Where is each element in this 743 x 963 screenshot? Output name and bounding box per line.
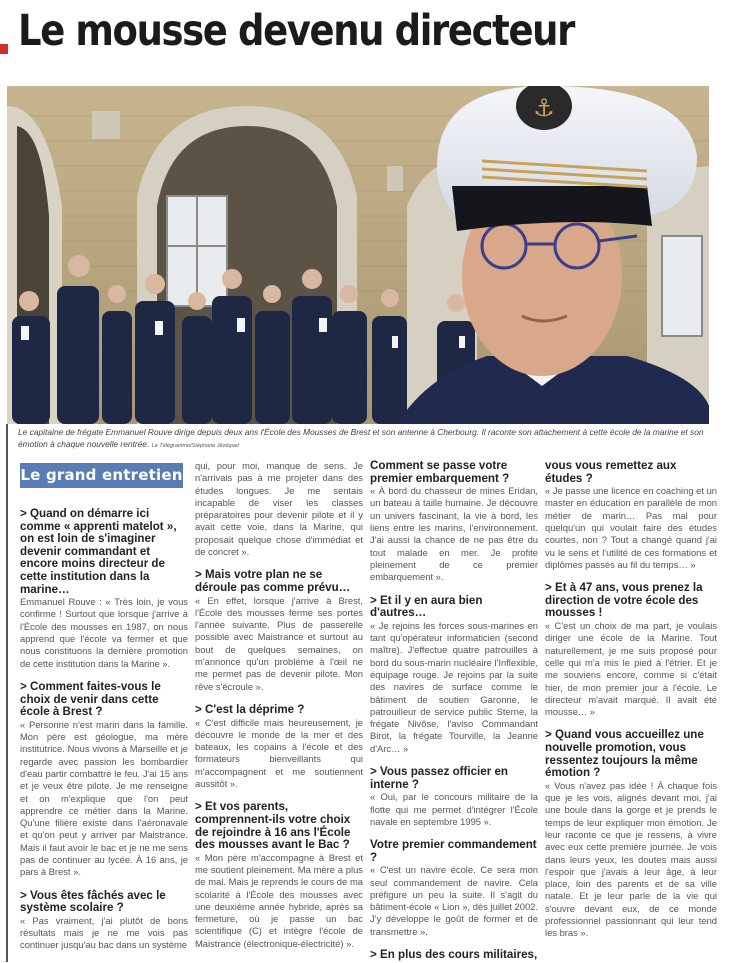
- article-photo: [7, 86, 709, 424]
- interview-question: > Quand vous accueillez une nouvelle promotion, vous ressentez toujours la même émotion ?: [545, 728, 704, 780]
- interview-question: > Mais votre plan ne se déroule pas comme prévu…: [195, 568, 351, 594]
- article-title: Le mousse devenu directeur: [18, 6, 574, 56]
- interview-answer: « Mon père m'accompagne à Brest et me soutient pleinement. Ma mère a plus de mal. Mais je reprends le cours de ma scolarité à l'École des mousses avec une deuxième année hybride, après sa fermeture, où je passe un bac scientifique (C) et intègre l'école de Maistrance (électronique-électricité) ».: [195, 851, 363, 949]
- interview-answer: « C'est un choix de ma part, je voulais diriger une école de la Marine. Tout naturellement, je me suis proposé pour celle qui m'a mis le pied à l'étrier. Et je me souviens encore, comme si c'était hier, de mon premier jour à l'école. Le directeur m'avait marqué. Il avait été mousse… »: [545, 620, 717, 718]
- interview-answer: « Vous n'avez pas idée ! À chaque fois que je les vois, alignés devant moi, j'ai une boule dans la gorge et je prends le temps de leur expliquer mon émotion. Je leur raconte ce que je ressens, à vivre avec eux cette première journée. Je vois dans leurs yeux, les doutes mais aussi l'espoir que j'avais à leur âge, à leur place, loin des parents et de sa ville natale. Et je leur parle de la vie qui s'ouvre devant eux, de ce monde professionnel passionnant qui leur tend les bras ».: [545, 779, 717, 939]
- interview-answer: « Pas vraiment, j'ai plutôt de bons résultats mais je ne me vois pas continuer jusqu'au bac dans un système: [20, 914, 188, 951]
- interview-answer: « À bord du chasseur de mines Eridan, un bateau à taille humaine. Je découvre un univers fascinant, la vie à bord, les liens entre les marins, l'environnement. J'ai aussi la chance de ne pas être du tout malade en mer. Je profite pleinement de ce premier embarquement ».: [370, 485, 538, 583]
- interview-question: > Vous passez officier en interne ?: [370, 765, 508, 791]
- interview-answer: « Oui, par le concours militaire de la flotte qui me permet d'intégrer l'École navale en septembre 1995 ».: [370, 791, 538, 827]
- photo-illustration: [7, 86, 709, 424]
- interview-question: vous vous remettez aux études ?: [545, 459, 677, 485]
- interview-question: > En plus des cours militaires,: [370, 948, 538, 962]
- interview-question: > Et à 47 ans, vous prenez la direction de votre école des mousses !: [545, 581, 703, 620]
- interview-question: Comment se passe votre premier embarquement ?: [370, 459, 510, 485]
- headline: [0, 0, 743, 80]
- interview-question: Votre premier commandement ?: [370, 838, 537, 864]
- interview-question: > Vous êtes fâchés avec le système scolaire ?: [20, 888, 166, 915]
- interview-question: > C'est la déprime ?: [195, 702, 305, 716]
- interview-answer: « Je passe une licence en coaching et un master en éducation en parallèle de mon métier de marin… Pas mal pour quelqu'un qui voulait faire des études courtes, non ? Tout a changé quand j'ai vu le sens et l'utilité de ces formations et diplômes passés au fil du temps… »: [545, 485, 717, 570]
- svg-text:⚓: ⚓: [533, 94, 555, 122]
- photo-credit: Le Télégramme/Stéphane Jézéquel: [151, 443, 239, 449]
- left-border-rule: [6, 424, 8, 962]
- column-2: [195, 460, 363, 961]
- column-3: [370, 460, 538, 962]
- photo-caption: [18, 426, 718, 452]
- interview-answer: « Personne n'est marin dans la famille. Mon père est géologue, ma mère institutrice. Nous vivons à Marseille et je regarde avec passion les bombardier d'eau partir combattre le feu. J'ai 15 ans et je veux être pilote. Je me renseigne et on m'explique que l'on peut apprendre ce métier dans la Marine. Qu'une filière existe dans l'aéronavale et qu'on peut y arriver par Maistrance. Mais il faut avoir le bac et je ne me sens pas de continuer au lycée. À 16 ans, je pars à Brest ».: [20, 718, 188, 878]
- section-badge: Le grand entretien: [20, 463, 183, 488]
- interview-answer: « En effet, lorsque j'arrive à Brest, l'École des mousses ferme ses portes l'année suivante. Plus de passerelle possible avec Maistrance et surtout au bout de quelques semaines, on m'annonce qu'un problème à l'œil ne me permet pas de devenir pilote. Mon rêve s'écroule ».: [195, 594, 363, 692]
- interview-question: > Quand on démarre ici comme « apprenti matelot », on est loin de s'imaginer devenir commandant et encore moins directeur de cette institution dans la marine…: [20, 507, 177, 596]
- interview-question: > Comment faites-vous le choix de venir dans cette école à Brest ?: [20, 679, 161, 719]
- caption-text: Le capitaine de frégate Emmanuel Rouve dirige depuis deux ans l'École des Mousses de Brest et son antenne à Cherbourg. Il raconte son attachement à cette école de la marine et son émotion à chaque nouvelle rentrée.: [18, 427, 704, 449]
- interview-answer: « C'est un navire école. Ce sera mon seul commandement de navire. Cela préfigure un peu la suite. Il s'agit du bâtiment-école « Lion », dès juillet 2002. J'y développe le goût de former et de transmettre ».: [370, 864, 538, 937]
- column-1: [20, 508, 188, 963]
- column-4: [545, 460, 717, 951]
- interview-answer: Emmanuel Rouve : « Très loin, je vous confirme ! Surtout que lorsque j'arrive à l'École des mousses en 1987, on nous apprend que l'école va fermer et que nous constituons la dernière promotion de cette institution dans la Marine ».: [20, 596, 188, 669]
- interview-answer: « Je rejoins les forces sous-marines en tant qu'opérateur informaticien (second maître). J'effectue quatre patrouilles à bord du sous-marin nucléaire l'Inflexible, équipage rouge. Je rejoins par la suite des navires de surface comme le bâtiment de soutien Garonne, le patrouilleur de service public Sterne, la frégate Nivôse, l'aviso Commandant Birot, la frégate Tourville, la Jeanne d'Arc… »: [370, 619, 538, 754]
- accent-dot: [0, 44, 8, 54]
- interview-question: > Et vos parents, comprennent-ils votre choix de rejoindre à 16 ans l'École des mousses avant le Bac ?: [195, 800, 351, 852]
- interview-question: > Et il y en aura bien d'autres…: [370, 593, 483, 620]
- interview-answer: « C'est difficile mais heureusement, je découvre le monde de la mer et des bateaux, les copains à l'école et des formateurs bienveillants qui m'accompagnent et me soutiennent aussitôt ».: [195, 716, 363, 790]
- interview-answer: qui, pour moi, manque de sens. Je n'arrivais pas à me projeter dans des études longues. Je me sentais incapable de viser les classes préparatoires pour devenir pilote et il y avait cette voie, dans la Marine, qui proposait quelque chose d'immédiat et de concret ».: [195, 460, 363, 558]
